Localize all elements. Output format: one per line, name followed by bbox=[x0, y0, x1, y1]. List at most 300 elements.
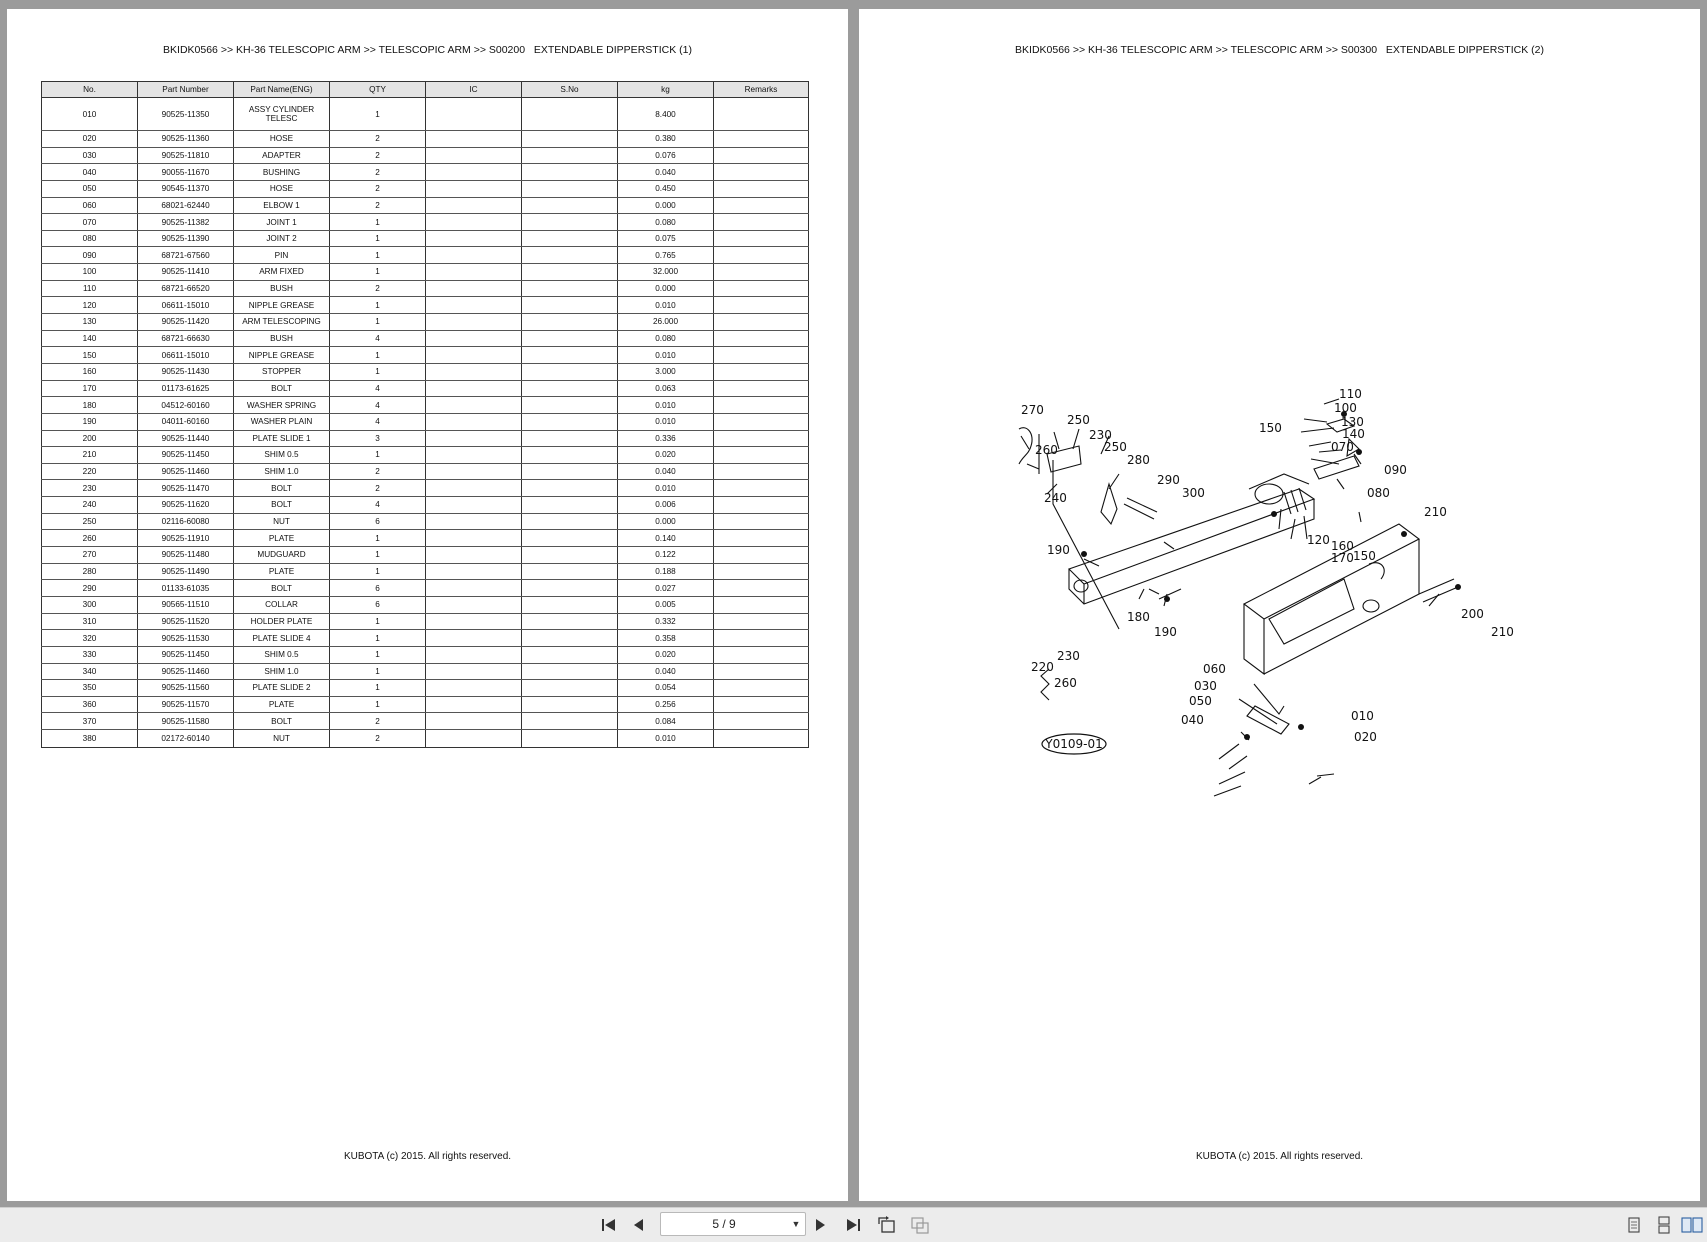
table-row bbox=[42, 613, 809, 630]
cell-ic bbox=[426, 630, 522, 647]
part-callout-label: 240 bbox=[1044, 491, 1067, 505]
cell-remarks bbox=[714, 413, 809, 430]
cell-sno bbox=[522, 280, 618, 297]
cell-part-name: JOINT 2 bbox=[234, 230, 330, 247]
cell-ic bbox=[426, 580, 522, 597]
cell-part-number: 90525-11480 bbox=[138, 547, 234, 564]
next-page-icon bbox=[813, 1217, 827, 1233]
cell-kg: 0.075 bbox=[618, 230, 714, 247]
cell-kg: 0.358 bbox=[618, 630, 714, 647]
cell-part-name: PLATE SLIDE 1 bbox=[234, 430, 330, 447]
cell-remarks bbox=[714, 646, 809, 663]
cell-part-number: 01173-61625 bbox=[138, 380, 234, 397]
table-row bbox=[42, 131, 809, 148]
cell-kg: 0.010 bbox=[618, 347, 714, 364]
cell-remarks bbox=[714, 330, 809, 347]
cell-remarks bbox=[714, 280, 809, 297]
cell-remarks bbox=[714, 696, 809, 713]
cell-part-name: ELBOW 1 bbox=[234, 197, 330, 214]
cell-kg: 0.010 bbox=[618, 397, 714, 414]
cell-part-name: NIPPLE GREASE bbox=[234, 347, 330, 364]
cell-no: 320 bbox=[42, 630, 138, 647]
table-row bbox=[42, 696, 809, 713]
two-page-icon bbox=[1681, 1216, 1703, 1234]
cell-part-name: NIPPLE GREASE bbox=[234, 297, 330, 314]
cell-remarks bbox=[714, 164, 809, 181]
cell-kg: 0.765 bbox=[618, 247, 714, 264]
table-row bbox=[42, 147, 809, 164]
part-callout-label: 060 bbox=[1203, 662, 1226, 676]
table-row bbox=[42, 563, 809, 580]
exploded-parts-diagram bbox=[1009, 387, 1514, 794]
cell-qty: 1 bbox=[330, 347, 426, 364]
single-page-view-button[interactable] bbox=[1622, 1214, 1646, 1236]
cell-kg: 0.020 bbox=[618, 646, 714, 663]
cell-part-name: SHIM 0.5 bbox=[234, 447, 330, 464]
cell-no: 060 bbox=[42, 197, 138, 214]
table-body bbox=[42, 98, 809, 748]
diagram-id-badge bbox=[1042, 734, 1106, 754]
table-row bbox=[42, 463, 809, 480]
cell-remarks bbox=[714, 630, 809, 647]
part-callout-label: 230 bbox=[1057, 649, 1080, 663]
cell-qty: 4 bbox=[330, 397, 426, 414]
cell-ic bbox=[426, 430, 522, 447]
part-callout-label: 300 bbox=[1182, 486, 1205, 500]
cell-ic bbox=[426, 363, 522, 380]
part-callout-label: 170 bbox=[1331, 551, 1354, 565]
cell-part-name: BUSH bbox=[234, 330, 330, 347]
column-header: Part Number bbox=[138, 82, 234, 98]
cell-no: 350 bbox=[42, 680, 138, 697]
table-row bbox=[42, 713, 809, 730]
prev-page-icon bbox=[632, 1217, 646, 1233]
copyright-footer: KUBOTA (c) 2015. All rights reserved. bbox=[343, 1151, 512, 1162]
cell-sno bbox=[522, 547, 618, 564]
cell-no: 290 bbox=[42, 580, 138, 597]
cell-qty: 6 bbox=[330, 580, 426, 597]
cell-no: 050 bbox=[42, 180, 138, 197]
cell-sno bbox=[522, 513, 618, 530]
cell-ic bbox=[426, 447, 522, 464]
cell-part-number: 90525-11360 bbox=[138, 131, 234, 148]
cell-remarks bbox=[714, 713, 809, 730]
cell-part-name: SHIM 0.5 bbox=[234, 646, 330, 663]
cell-no: 200 bbox=[42, 430, 138, 447]
cell-part-name: ARM TELESCOPING bbox=[234, 314, 330, 331]
cell-part-name: NUT bbox=[234, 513, 330, 530]
cell-no: 080 bbox=[42, 230, 138, 247]
cell-no: 210 bbox=[42, 447, 138, 464]
cell-sno bbox=[522, 463, 618, 480]
cell-qty: 1 bbox=[330, 663, 426, 680]
cell-no: 340 bbox=[42, 663, 138, 680]
part-callout-label: 280 bbox=[1127, 453, 1150, 467]
cell-remarks bbox=[714, 497, 809, 514]
cell-ic bbox=[426, 463, 522, 480]
table-row bbox=[42, 347, 809, 364]
page-breadcrumb-header: BKIDK0566 >> KH-36 TELESCOPIC ARM >> TELESCOPIC ARM >> S00300 EXTENDABLE DIPPERSTICK (2) bbox=[1015, 44, 1544, 56]
table-row bbox=[42, 230, 809, 247]
cell-qty: 1 bbox=[330, 630, 426, 647]
cell-kg: 0.010 bbox=[618, 730, 714, 748]
cell-qty: 4 bbox=[330, 330, 426, 347]
two-page-view-button[interactable] bbox=[1680, 1214, 1704, 1236]
column-header: QTY bbox=[330, 82, 426, 98]
rotate-button[interactable] bbox=[875, 1214, 899, 1236]
table-row bbox=[42, 247, 809, 264]
cell-sno bbox=[522, 497, 618, 514]
cell-part-name: BUSHING bbox=[234, 164, 330, 181]
cell-remarks bbox=[714, 230, 809, 247]
part-callout-label: 250 bbox=[1104, 440, 1127, 454]
rotate-icon bbox=[877, 1216, 897, 1234]
cell-kg: 32.000 bbox=[618, 264, 714, 281]
cell-sno bbox=[522, 347, 618, 364]
part-callout-label: 290 bbox=[1157, 473, 1180, 487]
cell-sno bbox=[522, 363, 618, 380]
part-callout-label: 050 bbox=[1189, 694, 1212, 708]
continuous-icon bbox=[1656, 1216, 1672, 1234]
cell-qty: 1 bbox=[330, 563, 426, 580]
viewer-toolbar bbox=[0, 1207, 1707, 1242]
cell-remarks bbox=[714, 363, 809, 380]
cell-part-name: HOLDER PLATE bbox=[234, 613, 330, 630]
cell-no: 250 bbox=[42, 513, 138, 530]
cell-qty: 2 bbox=[330, 730, 426, 748]
single-page-icon bbox=[1626, 1216, 1642, 1234]
cell-qty: 1 bbox=[330, 547, 426, 564]
cell-ic bbox=[426, 646, 522, 663]
cell-ic bbox=[426, 696, 522, 713]
cell-no: 360 bbox=[42, 696, 138, 713]
cell-part-number: 02116-60080 bbox=[138, 513, 234, 530]
cell-qty: 1 bbox=[330, 680, 426, 697]
first-page-button[interactable] bbox=[597, 1214, 621, 1236]
cell-part-name: JOINT 1 bbox=[234, 214, 330, 231]
cell-part-name: SHIM 1.0 bbox=[234, 663, 330, 680]
cell-ic bbox=[426, 147, 522, 164]
cell-remarks bbox=[714, 247, 809, 264]
cell-no: 020 bbox=[42, 131, 138, 148]
cell-sno bbox=[522, 214, 618, 231]
table-row bbox=[42, 530, 809, 547]
table-row bbox=[42, 363, 809, 380]
cell-kg: 0.005 bbox=[618, 596, 714, 613]
cell-sno bbox=[522, 646, 618, 663]
cell-kg: 0.256 bbox=[618, 696, 714, 713]
table-row bbox=[42, 180, 809, 197]
part-callout-label: 150 bbox=[1259, 421, 1282, 435]
cell-kg: 0.010 bbox=[618, 480, 714, 497]
cell-kg: 0.122 bbox=[618, 547, 714, 564]
cell-qty: 1 bbox=[330, 447, 426, 464]
cell-no: 070 bbox=[42, 214, 138, 231]
cell-part-number: 90525-11910 bbox=[138, 530, 234, 547]
cell-part-name: BUSH bbox=[234, 280, 330, 297]
table-row bbox=[42, 197, 809, 214]
cell-kg: 0.076 bbox=[618, 147, 714, 164]
part-callout-label: 190 bbox=[1154, 625, 1177, 639]
cell-part-number: 90525-11450 bbox=[138, 646, 234, 663]
cell-kg: 0.080 bbox=[618, 214, 714, 231]
cell-part-number: 90525-11410 bbox=[138, 264, 234, 281]
cell-sno bbox=[522, 530, 618, 547]
cell-part-name: PLATE bbox=[234, 696, 330, 713]
cell-part-number: 90525-11570 bbox=[138, 696, 234, 713]
cell-part-number: 90525-11490 bbox=[138, 563, 234, 580]
last-page-button[interactable] bbox=[841, 1214, 865, 1236]
cell-part-number: 90525-11530 bbox=[138, 630, 234, 647]
cell-part-name: BOLT bbox=[234, 580, 330, 597]
cell-part-name: BOLT bbox=[234, 713, 330, 730]
part-callout-label: 220 bbox=[1031, 660, 1054, 674]
part-callout-label: 080 bbox=[1367, 486, 1390, 500]
fit-icon bbox=[910, 1216, 930, 1234]
part-callout-label: 100 bbox=[1334, 401, 1357, 415]
table-row bbox=[42, 264, 809, 281]
cell-qty: 1 bbox=[330, 646, 426, 663]
cell-part-name: ASSY CYLINDER TELESC bbox=[234, 98, 330, 131]
page-indicator: 5 / 9 bbox=[712, 1217, 736, 1231]
next-page-button[interactable] bbox=[808, 1214, 832, 1236]
cell-part-name: ARM FIXED bbox=[234, 264, 330, 281]
cell-kg: 0.010 bbox=[618, 297, 714, 314]
cell-no: 370 bbox=[42, 713, 138, 730]
cell-part-number: 90525-11470 bbox=[138, 480, 234, 497]
cell-ic bbox=[426, 264, 522, 281]
cell-remarks bbox=[714, 147, 809, 164]
cell-kg: 0.450 bbox=[618, 180, 714, 197]
table-row bbox=[42, 646, 809, 663]
cell-sno bbox=[522, 314, 618, 331]
cell-no: 240 bbox=[42, 497, 138, 514]
cell-remarks bbox=[714, 297, 809, 314]
cell-qty: 2 bbox=[330, 131, 426, 148]
cell-sno bbox=[522, 563, 618, 580]
cell-remarks bbox=[714, 131, 809, 148]
cell-no: 090 bbox=[42, 247, 138, 264]
cell-kg: 0.040 bbox=[618, 663, 714, 680]
cell-kg: 3.000 bbox=[618, 363, 714, 380]
cell-kg: 0.332 bbox=[618, 613, 714, 630]
table-row bbox=[42, 314, 809, 331]
cell-ic bbox=[426, 713, 522, 730]
cell-qty: 1 bbox=[330, 98, 426, 131]
cell-part-number: 90525-11620 bbox=[138, 497, 234, 514]
part-callout-label: 210 bbox=[1491, 625, 1514, 639]
cell-kg: 0.140 bbox=[618, 530, 714, 547]
right-page bbox=[859, 9, 1700, 1201]
cell-part-number: 90525-11440 bbox=[138, 430, 234, 447]
table-row bbox=[42, 480, 809, 497]
cell-sno bbox=[522, 98, 618, 131]
cell-no: 310 bbox=[42, 613, 138, 630]
first-page-icon bbox=[600, 1217, 618, 1233]
page-breadcrumb-header: BKIDK0566 >> KH-36 TELESCOPIC ARM >> TELESCOPIC ARM >> S00200 EXTENDABLE DIPPERSTICK (1) bbox=[163, 44, 692, 56]
cell-kg: 0.063 bbox=[618, 380, 714, 397]
cell-sno bbox=[522, 247, 618, 264]
part-callout-label: 250 bbox=[1067, 413, 1090, 427]
cell-remarks bbox=[714, 513, 809, 530]
cell-sno bbox=[522, 397, 618, 414]
cell-qty: 1 bbox=[330, 530, 426, 547]
cell-no: 040 bbox=[42, 164, 138, 181]
cell-kg: 0.000 bbox=[618, 197, 714, 214]
cell-no: 130 bbox=[42, 314, 138, 331]
part-callout-label: 020 bbox=[1354, 730, 1377, 744]
cell-part-number: 06611-15010 bbox=[138, 297, 234, 314]
part-callout-label: 180 bbox=[1127, 610, 1150, 624]
cell-no: 230 bbox=[42, 480, 138, 497]
cell-remarks bbox=[714, 580, 809, 597]
cell-qty: 2 bbox=[330, 164, 426, 181]
cell-remarks bbox=[714, 563, 809, 580]
cell-no: 180 bbox=[42, 397, 138, 414]
cell-ic bbox=[426, 297, 522, 314]
cell-qty: 1 bbox=[330, 264, 426, 281]
last-page-icon bbox=[844, 1217, 862, 1233]
table-row bbox=[42, 280, 809, 297]
table-row bbox=[42, 447, 809, 464]
cell-part-name: ADAPTER bbox=[234, 147, 330, 164]
column-header: IC bbox=[426, 82, 522, 98]
cell-part-number: 90525-11390 bbox=[138, 230, 234, 247]
cell-kg: 0.000 bbox=[618, 513, 714, 530]
table-row bbox=[42, 630, 809, 647]
cell-sno bbox=[522, 713, 618, 730]
cell-sno bbox=[522, 131, 618, 148]
cell-kg: 0.080 bbox=[618, 330, 714, 347]
cell-no: 170 bbox=[42, 380, 138, 397]
cell-part-number: 68721-66630 bbox=[138, 330, 234, 347]
cell-part-number: 01133-61035 bbox=[138, 580, 234, 597]
cell-sno bbox=[522, 680, 618, 697]
cell-ic bbox=[426, 164, 522, 181]
cell-remarks bbox=[714, 314, 809, 331]
cell-ic bbox=[426, 397, 522, 414]
cell-qty: 1 bbox=[330, 314, 426, 331]
table-row bbox=[42, 214, 809, 231]
cell-qty: 4 bbox=[330, 380, 426, 397]
cell-part-name: PLATE bbox=[234, 530, 330, 547]
cell-part-name: PLATE SLIDE 2 bbox=[234, 680, 330, 697]
cell-sno bbox=[522, 430, 618, 447]
cell-no: 110 bbox=[42, 280, 138, 297]
cell-kg: 0.020 bbox=[618, 447, 714, 464]
fit-page-button[interactable] bbox=[908, 1214, 932, 1236]
cell-ic bbox=[426, 413, 522, 430]
cell-part-name: BOLT bbox=[234, 497, 330, 514]
cell-sno bbox=[522, 330, 618, 347]
cell-part-number: 68721-66520 bbox=[138, 280, 234, 297]
part-callout-label: 140 bbox=[1342, 427, 1365, 441]
cell-ic bbox=[426, 347, 522, 364]
cell-ic bbox=[426, 98, 522, 131]
cell-remarks bbox=[714, 730, 809, 748]
cell-no: 140 bbox=[42, 330, 138, 347]
cell-part-number: 68021-62440 bbox=[138, 197, 234, 214]
cell-part-number: 90525-11810 bbox=[138, 147, 234, 164]
left-page bbox=[7, 9, 848, 1201]
cell-part-number: 06611-15010 bbox=[138, 347, 234, 364]
cell-ic bbox=[426, 180, 522, 197]
cell-remarks bbox=[714, 397, 809, 414]
cell-ic bbox=[426, 530, 522, 547]
cell-ic bbox=[426, 380, 522, 397]
cell-remarks bbox=[714, 180, 809, 197]
cell-no: 300 bbox=[42, 596, 138, 613]
cell-kg: 0.054 bbox=[618, 680, 714, 697]
table-row bbox=[42, 430, 809, 447]
cell-part-number: 90525-11520 bbox=[138, 613, 234, 630]
cell-part-name: PIN bbox=[234, 247, 330, 264]
cell-part-number: 90525-11350 bbox=[138, 98, 234, 131]
table-row bbox=[42, 680, 809, 697]
cell-ic bbox=[426, 547, 522, 564]
cell-qty: 1 bbox=[330, 363, 426, 380]
cell-part-name: HOSE bbox=[234, 180, 330, 197]
cell-part-name: PLATE SLIDE 4 bbox=[234, 630, 330, 647]
part-callout-label: 200 bbox=[1461, 607, 1484, 621]
cell-part-number: 90055-11670 bbox=[138, 164, 234, 181]
cell-qty: 1 bbox=[330, 230, 426, 247]
table-row bbox=[42, 297, 809, 314]
cell-part-number: 90525-11460 bbox=[138, 463, 234, 480]
chevron-down-icon[interactable]: ▼ bbox=[791, 1219, 801, 1229]
continuous-view-button[interactable] bbox=[1652, 1214, 1676, 1236]
cell-ic bbox=[426, 563, 522, 580]
cell-part-number: 02172-60140 bbox=[138, 730, 234, 748]
part-callout-label: 210 bbox=[1424, 505, 1447, 519]
cell-ic bbox=[426, 497, 522, 514]
cell-ic bbox=[426, 131, 522, 148]
cell-sno bbox=[522, 264, 618, 281]
cell-qty: 1 bbox=[330, 613, 426, 630]
part-callout-label: 270 bbox=[1021, 403, 1044, 417]
cell-part-number: 04512-60160 bbox=[138, 397, 234, 414]
copyright-footer: KUBOTA (c) 2015. All rights reserved. bbox=[1195, 1151, 1364, 1162]
cell-kg: 0.188 bbox=[618, 563, 714, 580]
cell-kg: 0.027 bbox=[618, 580, 714, 597]
cell-remarks bbox=[714, 596, 809, 613]
cell-part-name: BOLT bbox=[234, 380, 330, 397]
cell-no: 150 bbox=[42, 347, 138, 364]
cell-qty: 2 bbox=[330, 463, 426, 480]
part-callout-label: 260 bbox=[1035, 443, 1058, 457]
cell-part-name: PLATE bbox=[234, 563, 330, 580]
cell-qty: 1 bbox=[330, 297, 426, 314]
part-callout-label: 070 bbox=[1331, 440, 1354, 454]
cell-qty: 2 bbox=[330, 280, 426, 297]
part-callout-label: 230 bbox=[1089, 428, 1112, 442]
prev-page-button[interactable] bbox=[627, 1214, 651, 1236]
cell-part-name: COLLAR bbox=[234, 596, 330, 613]
cell-no: 380 bbox=[42, 730, 138, 748]
part-callout-label: 150 bbox=[1353, 549, 1376, 563]
column-header: No. bbox=[42, 82, 138, 98]
cell-qty: 2 bbox=[330, 147, 426, 164]
cell-sno bbox=[522, 297, 618, 314]
cell-sno bbox=[522, 147, 618, 164]
cell-qty: 1 bbox=[330, 247, 426, 264]
page-number-field[interactable] bbox=[660, 1212, 806, 1236]
table-row bbox=[42, 330, 809, 347]
cell-kg: 0.084 bbox=[618, 713, 714, 730]
cell-qty: 2 bbox=[330, 480, 426, 497]
cell-no: 100 bbox=[42, 264, 138, 281]
cell-no: 010 bbox=[42, 98, 138, 131]
